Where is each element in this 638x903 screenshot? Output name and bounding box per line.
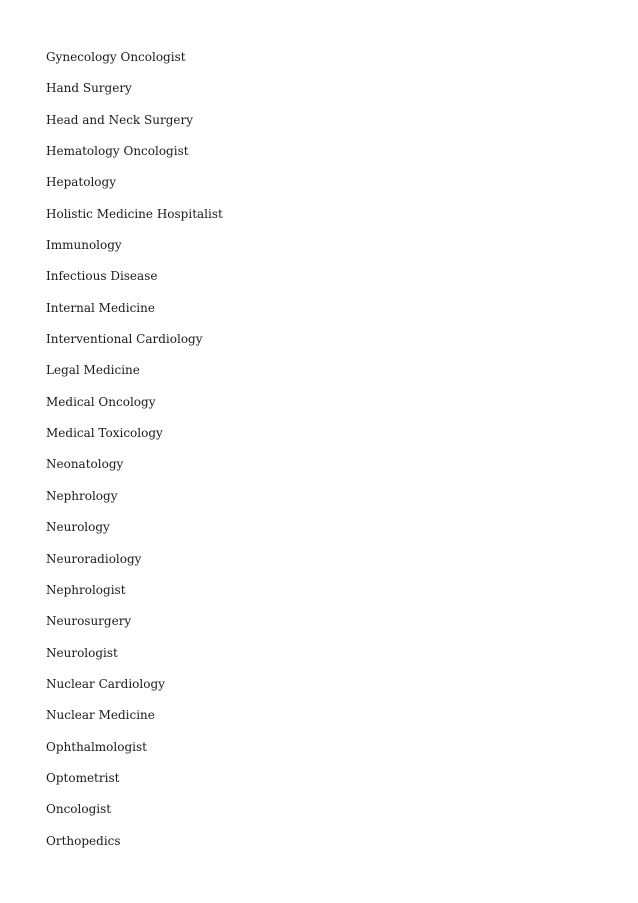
list-item: Hematology Oncologist xyxy=(46,144,189,159)
list-item: Nuclear Cardiology xyxy=(46,676,165,691)
list-item: Infectious Disease xyxy=(46,269,158,284)
list-item: Legal Medicine xyxy=(46,363,140,378)
list-item: Interventional Cardiology xyxy=(46,332,203,347)
list-item: Head and Neck Surgery xyxy=(46,112,193,127)
list-item: Neuroradiology xyxy=(46,551,142,566)
list-item: Ophthalmologist xyxy=(46,739,147,754)
list-item: Hand Surgery xyxy=(46,81,132,96)
list-item: Orthopedics xyxy=(46,833,121,848)
list-item: Neurology xyxy=(46,520,110,535)
list-item: Oncologist xyxy=(46,802,112,817)
list-item: Holistic Medicine Hospitalist xyxy=(46,206,223,221)
list-item: Nuclear Medicine xyxy=(46,708,155,723)
list-item: Optometrist xyxy=(46,770,120,785)
list-item: Medical Oncology xyxy=(46,394,156,409)
list-item: Neonatology xyxy=(46,457,124,472)
list-item: Gynecology Oncologist xyxy=(46,50,186,64)
list-item: Nephrologist xyxy=(46,582,126,597)
list-item: Nephrology xyxy=(46,488,118,503)
list-item: Medical Toxicology xyxy=(46,426,163,441)
list-item: Immunology xyxy=(46,238,122,253)
list-item: Internal Medicine xyxy=(46,300,155,315)
list-item: Neurologist xyxy=(46,645,118,660)
list-item: Hepatology xyxy=(46,175,116,190)
list-item: Neurosurgery xyxy=(46,614,132,629)
specialty-list xyxy=(46,48,223,863)
